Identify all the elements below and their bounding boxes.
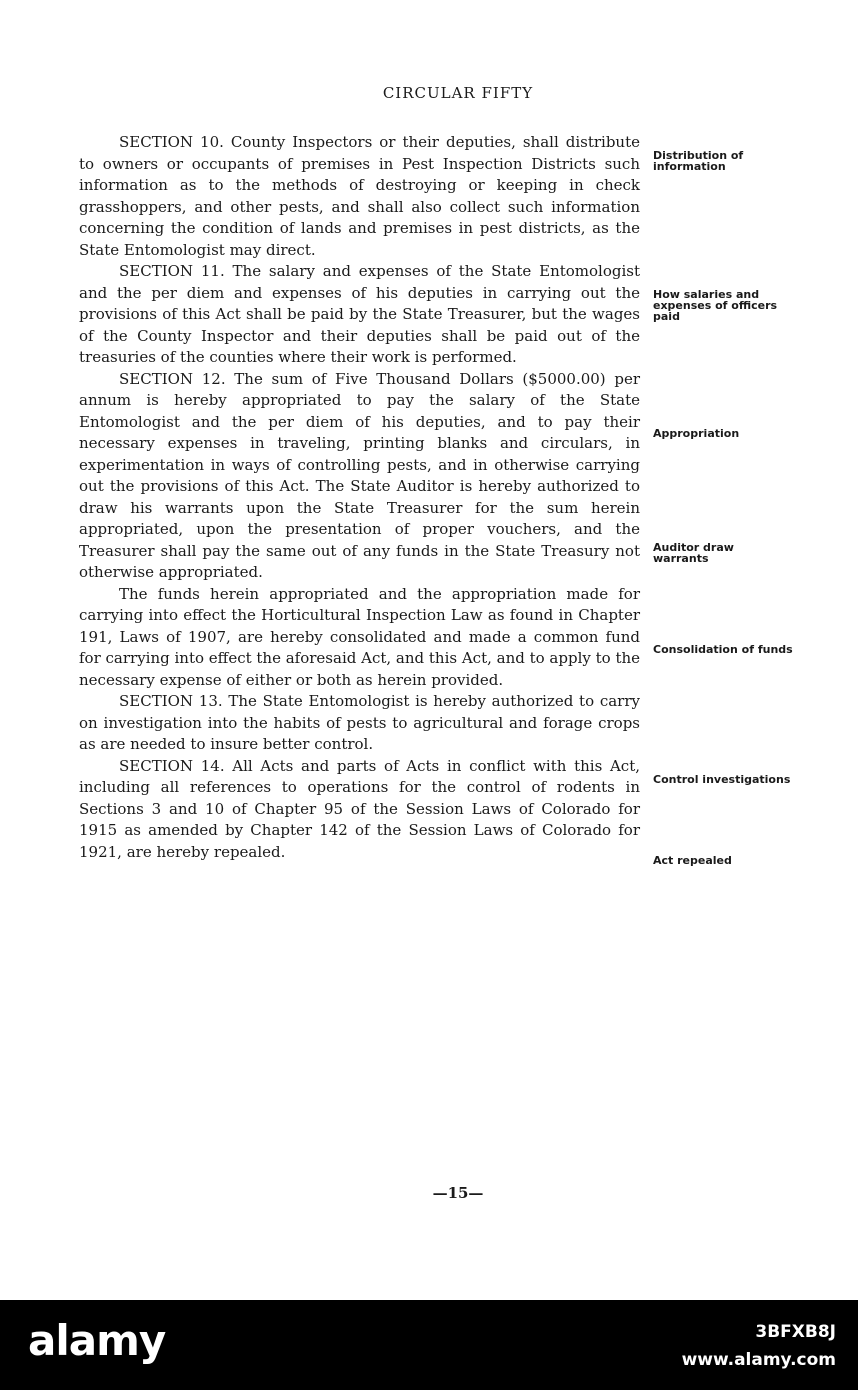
watermark-banner <box>0 1300 858 1390</box>
paragraph-section-11: SECTION 11. The salary and expenses of the State Entomologist and the per diem and expenses of his deputies in carrying out the provisions of this Act shall be paid by the State Treasurer, but the wages of the County Inspector and their deputies shall be paid out of the treasuries of the counties where their work is performed. <box>79 262 640 366</box>
body-text <box>79 132 640 863</box>
margin-note-appropriation: Appropriation <box>653 427 740 440</box>
page-number: —15— <box>432 1184 484 1202</box>
page-title: CIRCULAR FIFTY <box>382 84 534 102</box>
watermark-image-id: 3BFXB8J <box>755 1322 836 1342</box>
watermark-site: www.alamy.com <box>681 1350 836 1370</box>
margin-note-distribution: Distribution of information <box>653 149 744 173</box>
paragraph-section-14: SECTION 14. All Acts and parts of Acts in conflict with this Act, including all references to operations for the control of rodents in Sections 3 and 10 of Chapter 95 of the Session Laws of Colorado for 1915 as amended by Chapter 142 of the Session Laws of Colorado for 1921, are hereby repealed. <box>79 756 640 861</box>
margin-note-salaries: How salaries and expenses of officers paid <box>653 288 778 323</box>
paragraph-section-13: SECTION 13. The State Entomologist is hereby authorized to carry on investigation into the habits of pests to agricultural and forage crops as are needed to insure better control. <box>79 692 640 753</box>
paragraph-consolidation: The funds herein appropriated and the appropriation made for carrying into effect the Horticultural Inspection Law as found in Chapter 191, Laws of 1907, are hereby consolidated and made a common fund for carrying into effect the aforesaid Act, and this Act, and to apply to the necessary expense of either or both as herein provided. <box>79 584 641 689</box>
paragraph-section-10: SECTION 10. County Inspectors or their deputies, shall distribute to owners or occupants of premises in Pest Inspection Districts such information as to the methods of destroying or keeping in check grasshoppers, and other pests, and shall also collect such information concerning the condition of lands and premises in pest districts, as the State Entomologist may direct. <box>79 133 640 259</box>
margin-note-consolidation: Consolidation of funds <box>653 643 793 656</box>
margin-note-investigations: Control investigations <box>653 773 791 786</box>
watermark-logo: alamy <box>28 1316 166 1365</box>
paragraph-section-12: SECTION 12. The sum of Five Thousand Dollars ($5000.00) per annum is hereby appropriated to pay the salary of the State Entomologist and the per diem of his deputies, and to pay their necessary expenses in traveling, printing blanks and circulars, in experimentation in ways of controlling pests, and in otherwise carrying out the provisions of this Act. The State Auditor is hereby authorized to draw his warrants upon the State Treasurer for the sum herein appropriated, upon the presentation of proper vouchers, and the Treasurer shall pay the same out of any funds in the State Treasury not otherwise appropriated. <box>79 369 640 581</box>
margin-note-repealed: Act repealed <box>653 854 732 867</box>
margin-note-auditor: Auditor draw warrants <box>653 541 734 565</box>
